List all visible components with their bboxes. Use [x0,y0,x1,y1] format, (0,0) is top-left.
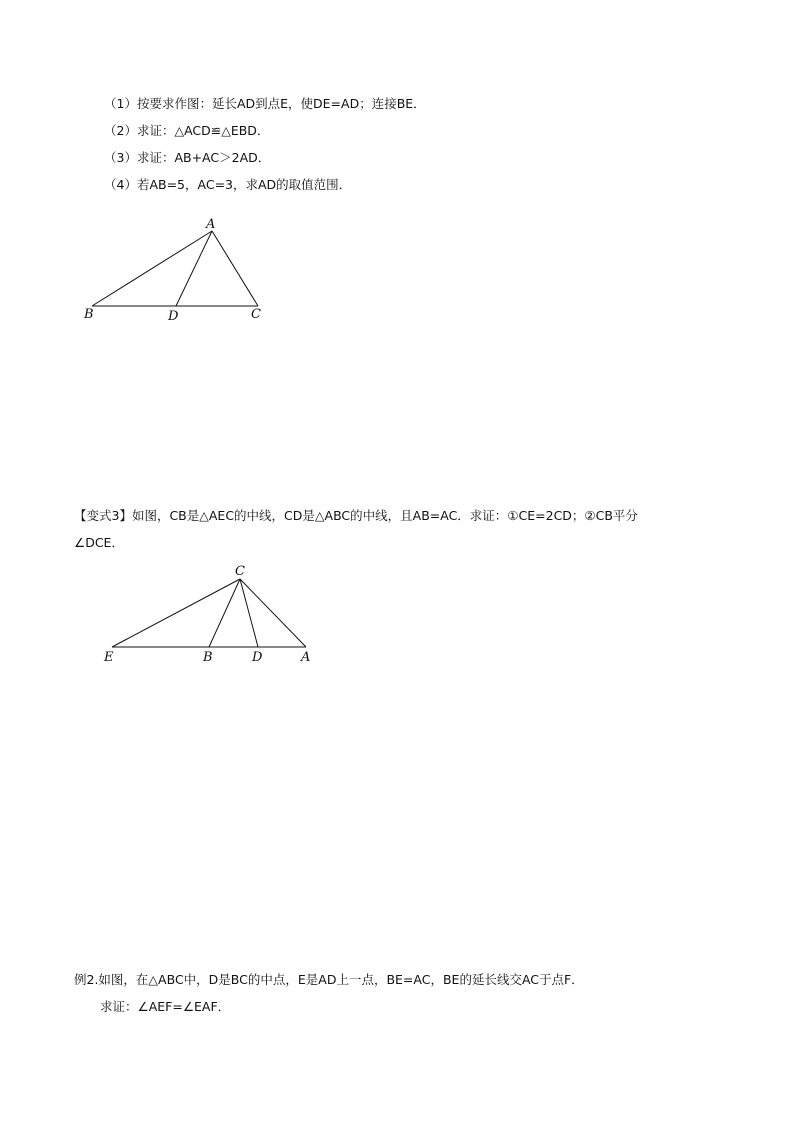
example2-text-line1: 例2.如图，在△ABC中，D是BC的中点，E是AD上一点，BE=AC，BE的延长线交AC于点F． [74,972,584,987]
label-e: E [104,650,114,665]
variant3-text-line1: 【变式3】如图，CB是△AEC的中线，CD是△ABC的中线，且AB=AC．求证：①CE=2CD；②CB平分 [74,508,638,523]
segment-cb [209,579,240,647]
segment-ec [112,579,240,647]
segment-ca [240,579,306,647]
question-item-4: （4）若AB=5，AC=3，求AD的取值范围． [104,177,352,192]
label-a: A [206,217,216,232]
variant3-text-line2: ∠DCE． [74,535,124,550]
label-c: C [251,307,261,322]
label-b: B [203,650,213,665]
label-d: D [168,309,179,324]
question-item-3: （3）求证：AB+AC＞2AD． [104,150,271,165]
label-a: A [301,650,311,665]
label-d: D [252,650,263,665]
label-b: B [84,307,94,322]
label-c: C [235,564,245,579]
example2-text-line2: 求证：∠AEF=∠EAF． [100,999,231,1014]
question-item-1: （1）按要求作图：延长AD到点E，使DE=AD；连接BE． [104,96,426,111]
question-item-2: （2）求证：△ACD≌△EBD． [104,123,270,138]
segment-cd [240,579,258,647]
